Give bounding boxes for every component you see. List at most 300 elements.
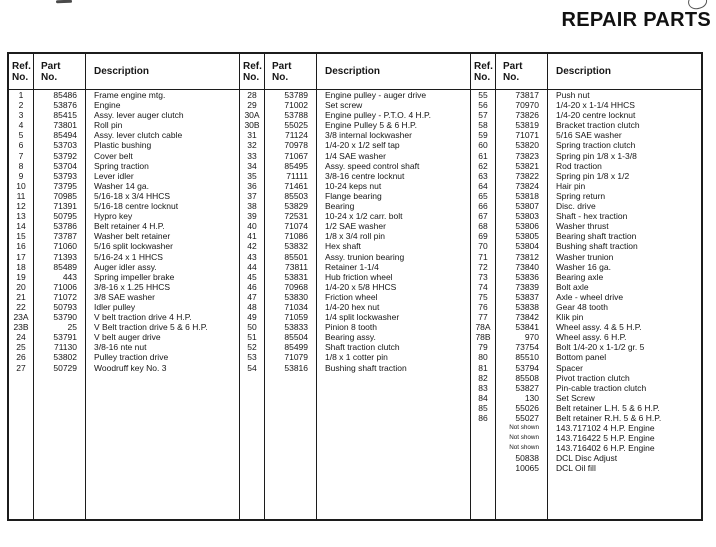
part-cell: 71079 (284, 352, 308, 363)
part-cell: 73801 (53, 120, 77, 131)
ref-cell: 43 (247, 251, 257, 262)
desc-cell: Spring traction clutch (556, 140, 636, 151)
ref-cell: 52 (247, 342, 257, 353)
ref-cell: 78A (475, 322, 491, 333)
description-column (548, 54, 701, 519)
header-line: No. (474, 71, 491, 83)
header-line: Ref. (12, 60, 31, 72)
part-cell: 85494 (53, 130, 77, 141)
part-cell: 70968 (284, 281, 308, 292)
ref-cell: 24 (16, 332, 26, 343)
part-cell: 85489 (53, 261, 77, 272)
desc-cell: Shaft - hex traction (556, 211, 628, 222)
part-cell: 70978 (284, 140, 308, 151)
header-line: Part (41, 60, 61, 72)
ref-cell: 76 (478, 301, 488, 312)
desc-cell: Hub friction wheel (325, 271, 393, 282)
part-cell: 85501 (284, 251, 308, 262)
desc-cell: Pulley traction drive (94, 352, 169, 363)
ref-cell: 26 (16, 352, 26, 363)
part-cell: 85510 (515, 352, 539, 363)
ref-cell: 67 (478, 211, 488, 222)
part-cell: 71130 (53, 342, 77, 353)
header-line: No. (272, 71, 289, 83)
part-cell: 73795 (53, 180, 77, 191)
part-cell: 73826 (515, 110, 539, 121)
part-cell: 53816 (284, 362, 308, 373)
ref-cell: 5 (18, 130, 24, 141)
desc-cell: Wheel assy. 6 H.P. (556, 332, 627, 343)
part-cell: 73787 (53, 231, 77, 242)
ref-cell: 55 (478, 90, 488, 100)
description-header (86, 54, 239, 90)
desc-cell: Plastic bushing (94, 140, 152, 151)
desc-cell: 1/4 SAE washer (325, 150, 386, 161)
ref-no-header (9, 54, 33, 90)
part-cell: 53792 (53, 150, 77, 161)
scan-smudge-mark (56, 0, 72, 3)
desc-cell: Bolt 1/4-20 x 1-1/2 gr. 5 (556, 342, 645, 353)
desc-cell: Spring pin 1/8 x 1-3/8 (556, 150, 637, 161)
desc-cell: Axle - wheel drive (556, 291, 624, 302)
ref-cell: 35 (247, 170, 257, 181)
ref-cell: 75 (478, 291, 488, 302)
header-line: Description (94, 66, 150, 77)
desc-cell: Engine pulley - P.T.O. 4 H.P. (325, 110, 431, 121)
desc-cell: 3/8-16 centre locknut (325, 170, 405, 181)
ref-cell: 79 (478, 342, 488, 353)
part-cell: 73754 (515, 342, 539, 353)
desc-cell: 5/16 SAE washer (556, 130, 622, 141)
part-cell: 85503 (284, 190, 308, 201)
desc-cell: Retainer 1-1/4 (325, 261, 379, 272)
desc-cell: Washer 16 ga. (556, 261, 611, 272)
part-cell: 53791 (53, 332, 77, 343)
part-no-header (496, 54, 547, 90)
part-cell: 73817 (515, 90, 539, 100)
ref-cell: 63 (478, 170, 488, 181)
part-cell: 53805 (515, 231, 539, 242)
ref-cell: 50 (247, 322, 257, 333)
part-cell: 71059 (284, 312, 308, 323)
ref-no-column (471, 54, 496, 519)
header-line: Part (272, 60, 292, 72)
part-cell: 71072 (53, 291, 77, 302)
part-cell: 71034 (284, 301, 308, 312)
part-cell: 53827 (515, 382, 539, 393)
part-cell: 53876 (53, 100, 77, 111)
desc-cell: Frame engine mtg. (94, 90, 166, 100)
desc-cell: Assy. speed control shaft (325, 160, 420, 171)
ref-cell: 54 (247, 362, 257, 373)
part-cell: 85504 (284, 332, 308, 343)
desc-cell: Pin-cable traction clutch (556, 382, 647, 393)
ref-cell: 31 (247, 130, 257, 141)
header-line: Ref. (243, 60, 262, 72)
repair-parts-table (7, 52, 703, 521)
part-cell: 85495 (284, 160, 308, 171)
ref-cell: 59 (478, 130, 488, 141)
desc-cell: Wheel assy. 4 & 5 H.P. (556, 322, 642, 333)
part-cell: 73824 (515, 180, 539, 191)
part-no-header (265, 54, 316, 90)
part-no-column (34, 54, 86, 519)
desc-cell: Woodruff key No. 3 (94, 362, 167, 373)
ref-cell: 23B (13, 322, 29, 333)
ref-cell (471, 463, 495, 473)
ref-cell: 69 (478, 231, 488, 242)
ref-cell: 61 (478, 150, 488, 161)
ref-cell: 29 (247, 100, 257, 111)
ref-cell: 56 (478, 100, 488, 111)
ref-cell: 57 (478, 110, 488, 121)
part-cell: 73812 (515, 251, 539, 262)
desc-cell: Cover belt (94, 150, 133, 161)
desc-cell: Friction wheel (325, 291, 378, 302)
desc-cell: Spring impeller brake (94, 271, 175, 282)
desc-cell: Bushing shaft traction (556, 241, 638, 252)
ref-cell: 58 (478, 120, 488, 131)
ref-cell: 36 (247, 180, 257, 191)
ref-cell: 37 (247, 190, 257, 201)
desc-cell: 1/4-20 centre locknut (556, 110, 636, 121)
part-cell: 53802 (53, 352, 77, 363)
desc-cell: Spring return (556, 190, 606, 201)
desc-cell: Lever idler (94, 170, 134, 181)
ref-cell: 40 (247, 221, 257, 232)
desc-cell: Auger idler assy. (94, 261, 157, 272)
ref-cell: 38 (247, 201, 257, 212)
part-cell: 25 (67, 322, 77, 333)
part-cell: 71071 (515, 130, 539, 141)
desc-cell: Hex shaft (325, 241, 361, 252)
desc-cell: Roll pin (94, 120, 123, 131)
ref-cell: 80 (478, 352, 488, 363)
ref-cell: 53 (247, 352, 257, 363)
part-cell: 85486 (53, 90, 77, 100)
ref-cell: 21 (16, 291, 26, 302)
part-cell: 53793 (53, 170, 77, 181)
part-cell: 53819 (515, 120, 539, 131)
ref-cell: 17 (16, 251, 26, 262)
desc-cell: Gear 48 tooth (556, 301, 608, 312)
ref-cell: 34 (247, 160, 257, 171)
ref-no-header (471, 54, 495, 90)
desc-cell: Shaft traction clutch (325, 342, 400, 353)
ref-cell (471, 423, 495, 433)
ref-cell: 51 (247, 332, 257, 343)
part-cell: 53841 (515, 322, 539, 333)
part-cell: 443 (62, 271, 77, 282)
part-cell: 53803 (515, 211, 539, 222)
part-cell: 55025 (284, 120, 308, 131)
part-cell: 50795 (53, 211, 77, 222)
part-cell: 53821 (515, 160, 539, 171)
part-cell: 970 (524, 332, 539, 343)
parts-group-1 (9, 54, 239, 519)
part-cell: 85499 (284, 342, 308, 353)
desc-cell: 3/8-16 x 1.25 HHCS (94, 281, 171, 292)
ref-cell: 2 (18, 100, 24, 111)
desc-cell: Bearing shaft traction (556, 231, 637, 242)
part-cell: 73823 (515, 150, 539, 161)
part-cell: 10065 (515, 463, 539, 474)
part-cell: 73811 (284, 261, 308, 272)
ref-no-column (9, 54, 34, 519)
desc-cell: 10-24 keps nut (325, 180, 382, 191)
desc-cell: Bracket traction clutch (556, 120, 640, 131)
desc-cell: 1/8 x 3/4 roll pin (325, 231, 386, 242)
part-no-column (496, 54, 548, 519)
part-cell: 53832 (284, 241, 308, 252)
part-cell: 53789 (284, 90, 308, 100)
desc-cell: Flange bearing (325, 190, 382, 201)
ref-cell: 14 (16, 221, 26, 232)
ref-cell: 20 (16, 281, 26, 292)
ref-cell: 15 (16, 231, 26, 242)
desc-cell: 1/2 SAE washer (325, 221, 386, 232)
part-cell: 53829 (284, 201, 308, 212)
part-cell: 85415 (53, 110, 77, 121)
ref-cell: 18 (16, 261, 26, 272)
ref-cell: 82 (478, 372, 488, 383)
part-cell: 130 (524, 392, 539, 403)
ref-cell: 60 (478, 140, 488, 151)
ref-cell: 48 (247, 301, 257, 312)
ref-cell: 44 (247, 261, 257, 272)
part-cell: 71002 (284, 100, 308, 111)
desc-cell: Belt retainer R.H. 5 & 6 H.P. (556, 413, 662, 423)
ref-cell (471, 433, 495, 443)
desc-cell: Washer 14 ga. (94, 180, 149, 191)
desc-cell: Bearing (325, 201, 355, 212)
ref-cell: 71 (478, 251, 488, 262)
ref-cell (471, 443, 495, 453)
part-cell: 71086 (284, 231, 308, 242)
part-cell: 53807 (515, 201, 539, 212)
ref-cell: 27 (16, 362, 26, 373)
ref-cell: 22 (16, 301, 26, 312)
desc-cell: Engine Pulley 5 & 6 H.P. (325, 120, 417, 131)
desc-cell: 5/16-24 x 1 HHCS (94, 251, 163, 262)
ref-cell: 4 (18, 120, 24, 131)
header-line: No. (41, 71, 58, 83)
ref-cell (471, 453, 495, 463)
part-cell: 71461 (284, 180, 308, 191)
ref-cell: 49 (247, 312, 257, 323)
header-line: Description (325, 66, 381, 77)
ref-no-column (240, 54, 265, 519)
desc-cell: Rod traction (556, 160, 602, 171)
ref-cell: 47 (247, 291, 257, 302)
desc-cell: Bearing axle (556, 271, 604, 282)
desc-cell: 10-24 x 1/2 carr. bolt (325, 211, 403, 222)
desc-cell: 1/8 x 1 cotter pin (325, 352, 388, 363)
ref-cell: 86 (478, 413, 488, 423)
part-cell: 55027 (515, 413, 539, 423)
desc-cell: Bottom panel (556, 352, 607, 363)
desc-cell: Push nut (556, 90, 590, 100)
ref-cell: 65 (478, 190, 488, 201)
part-cell: 73822 (515, 170, 539, 181)
ref-cell: 10 (16, 180, 26, 191)
part-cell: Not shown (509, 424, 539, 432)
desc-cell: 5/16 split lockwasher (94, 241, 173, 252)
part-cell: 53804 (515, 241, 539, 252)
part-cell: 71391 (53, 201, 77, 212)
ref-cell: 3 (18, 110, 24, 121)
ref-cell: 30B (244, 120, 260, 131)
parts-group-2 (239, 54, 470, 519)
part-cell: 53836 (515, 271, 539, 282)
part-no-column (265, 54, 317, 519)
ref-cell: 41 (247, 231, 257, 242)
desc-cell: 3/8 SAE washer (94, 291, 155, 302)
description-column (86, 54, 239, 519)
part-cell: 53788 (284, 110, 308, 121)
desc-cell: Set screw (325, 100, 363, 111)
ref-cell: 19 (16, 271, 26, 282)
desc-cell: DCL Disc Adjust (556, 453, 618, 464)
part-cell: 71393 (53, 251, 77, 262)
ref-cell: 16 (16, 241, 26, 252)
ref-cell: 68 (478, 221, 488, 232)
desc-cell: Engine (94, 100, 121, 111)
ref-cell: 30A (244, 110, 260, 121)
ref-cell: 28 (247, 90, 257, 100)
ref-cell: 11 (16, 190, 26, 201)
part-cell: 71124 (284, 130, 308, 141)
desc-cell: Washer trunion (556, 251, 614, 262)
ref-cell: 13 (16, 211, 26, 222)
header-line: No. (12, 71, 29, 83)
desc-cell: Assy. trunion bearing (325, 251, 405, 262)
ref-cell: 78B (475, 332, 491, 343)
part-cell: 70985 (53, 190, 77, 201)
desc-cell: 1/4 split lockwasher (325, 312, 400, 323)
desc-cell: V belt auger drive (94, 332, 161, 343)
desc-cell: Set Screw (556, 392, 595, 403)
ref-cell: 66 (478, 201, 488, 212)
desc-cell: 5/16-18 x 3/4 HHCS (94, 190, 171, 201)
header-line: Description (556, 66, 612, 77)
part-cell: 71006 (53, 281, 77, 292)
part-cell: 53704 (53, 160, 77, 171)
header-line: No. (243, 71, 260, 83)
desc-cell: Spacer (556, 362, 583, 373)
description-header (548, 54, 701, 90)
part-cell: 73842 (515, 312, 539, 323)
part-cell: 71111 (286, 170, 308, 181)
desc-cell: 143.716422 5 H.P. Engine (556, 433, 655, 444)
desc-cell: Assy. lever auger clutch (94, 110, 184, 121)
part-cell: 53831 (284, 271, 308, 282)
part-cell: 71060 (53, 241, 77, 252)
desc-cell: Hair pin (556, 180, 586, 191)
desc-cell: Engine pulley - auger drive (325, 90, 427, 100)
ref-cell: 9 (18, 170, 24, 181)
header-line: No. (503, 71, 520, 83)
part-cell: 50793 (53, 301, 77, 312)
desc-cell: 5/16-18 centre locknut (94, 201, 179, 212)
description-header (317, 54, 470, 90)
ref-cell: 46 (247, 281, 257, 292)
part-cell: 53703 (53, 140, 77, 151)
part-cell: 53790 (53, 312, 77, 323)
desc-cell: Belt retainer L.H. 5 & 6 H.P. (556, 402, 660, 413)
desc-cell: Belt retainer 4 H.P. (94, 221, 165, 232)
ref-cell: 74 (478, 281, 488, 292)
ref-cell: 73 (478, 271, 488, 282)
header-line: Part (503, 60, 523, 72)
desc-cell: Bolt axle (556, 281, 589, 292)
desc-cell: Spring pin 1/8 x 1/2 (556, 170, 630, 181)
ref-cell: 70 (478, 241, 488, 252)
desc-cell: Hypro key (94, 211, 133, 222)
desc-cell: Assy. lever clutch cable (94, 130, 183, 141)
desc-cell: Washer belt retainer (94, 231, 171, 242)
part-cell: 53837 (515, 291, 539, 302)
part-cell: 53830 (284, 291, 308, 302)
desc-cell: 1/4-20 x 5/8 HHCS (325, 281, 397, 292)
desc-cell: Washer thrust (556, 221, 609, 232)
part-cell: 50729 (53, 362, 77, 373)
ref-no-header (240, 54, 264, 90)
part-cell: 85508 (515, 372, 539, 383)
ref-cell: 39 (247, 211, 257, 222)
desc-cell: DCL Oil fill (556, 463, 596, 474)
header-line: Ref. (474, 60, 493, 72)
part-cell: Not shown (509, 434, 539, 442)
part-cell: 72531 (284, 211, 308, 222)
ref-cell: 81 (478, 362, 488, 373)
part-no-header (34, 54, 85, 90)
ref-cell: 1 (18, 90, 24, 100)
ref-cell: 64 (478, 180, 488, 191)
part-cell: 71074 (284, 221, 308, 232)
ref-cell: 62 (478, 160, 488, 171)
ref-cell: 33 (247, 150, 257, 161)
ref-cell: 32 (247, 140, 257, 151)
part-cell: 53833 (284, 322, 308, 333)
desc-cell: Idler pulley (94, 301, 136, 312)
desc-cell: 1/4-20 x 1-1/4 HHCS (556, 100, 635, 111)
part-cell: Not shown (509, 444, 539, 452)
part-cell: 50838 (515, 453, 539, 464)
ref-cell: 72 (478, 261, 488, 272)
parts-group-3 (470, 54, 701, 519)
part-cell: 71067 (284, 150, 308, 161)
part-cell: 53818 (515, 190, 539, 201)
ref-cell: 45 (247, 271, 257, 282)
ref-cell: 83 (478, 382, 488, 393)
part-cell: 55026 (515, 402, 539, 413)
part-cell: 70970 (515, 100, 539, 111)
ref-cell: 8 (18, 160, 24, 171)
desc-cell: 143.717102 4 H.P. Engine (556, 423, 655, 434)
desc-cell: V Belt traction drive 5 & 6 H.P. (94, 322, 208, 333)
desc-cell: Bushing shaft traction (325, 362, 407, 373)
desc-cell: Pivot traction clutch (556, 372, 630, 383)
part-cell: 73839 (515, 281, 539, 292)
part-cell: 53838 (515, 301, 539, 312)
ref-cell: 84 (478, 392, 488, 403)
part-cell: 53820 (515, 140, 539, 151)
desc-cell: Bearing assy. (325, 332, 376, 343)
ref-cell: 77 (478, 312, 488, 323)
desc-cell: 1/4-20 hex nut (325, 301, 380, 312)
description-column (317, 54, 470, 519)
